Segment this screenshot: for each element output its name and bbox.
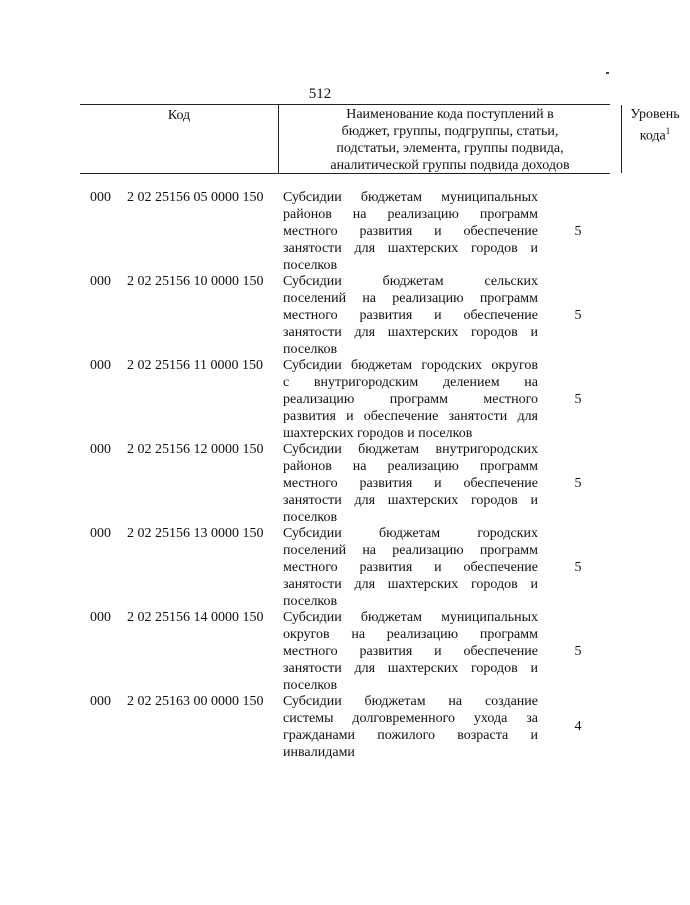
revenue-name-line: поселков: [283, 342, 338, 357]
revenue-name-line: Субсидии бюджетам городских округов: [283, 358, 538, 373]
revenue-name-line: Субсидии бюджетам городских: [283, 526, 538, 541]
revenue-name-line: Субсидии бюджетам муниципальных: [283, 610, 538, 625]
code-level: 5: [574, 476, 582, 491]
footnote-mark: 1: [665, 126, 671, 136]
revenue-name-line: местного развития и обеспечение: [283, 476, 538, 491]
revenue-name-line: занятости для шахтерских городов и: [283, 661, 538, 676]
revenue-name-line: занятости для шахтерских городов и: [283, 577, 538, 592]
revenue-name-line: местного развития и обеспечение: [283, 560, 538, 575]
header-name: [278, 105, 622, 173]
revenue-name-line: Субсидии бюджетам сельских: [283, 274, 538, 289]
revenue-name-line: поселений на реализацию программ: [283, 291, 538, 306]
revenue-name-line: инвалидами: [283, 745, 355, 760]
table-header: [80, 104, 680, 174]
header-name-line: бюджет, группы, подгруппы, статьи,: [341, 124, 559, 139]
revenue-code: 2 02 25156 13 0000 150: [127, 526, 264, 541]
revenue-name-line: системы долговременного ухода за: [283, 711, 538, 726]
header-level-line2: [620, 123, 690, 145]
revenue-name-line: Субсидии бюджетам на создание: [283, 694, 538, 709]
header-level-text: кода: [639, 128, 666, 144]
revenue-name: [283, 273, 538, 358]
admin-code: 000: [90, 694, 111, 709]
revenue-name-line: поселков: [283, 510, 338, 525]
revenue-name-line: с внутригородским делением на: [283, 375, 538, 390]
revenue-code: 2 02 25156 05 0000 150: [127, 190, 264, 205]
revenue-name: [283, 357, 538, 442]
revenue-name-line: районов на реализацию программ: [283, 207, 538, 222]
revenue-name-line: поселков: [283, 258, 338, 273]
revenue-name-line: округов на реализацию программ: [283, 627, 538, 642]
header-name-line: аналитической группы подвида доходов: [330, 158, 570, 173]
admin-code: 000: [90, 610, 111, 625]
revenue-name-line: районов на реализацию программ: [283, 459, 538, 474]
revenue-name-line: занятости для шахтерских городов и: [283, 493, 538, 508]
admin-code: 000: [90, 274, 111, 289]
code-level: 5: [574, 308, 582, 323]
revenue-name-line: шахтерских городов и поселков: [283, 426, 473, 441]
header-name-line: подстатьи, элемента, группы подвида,: [336, 141, 564, 156]
code-level: 5: [574, 224, 582, 239]
code-level: 5: [574, 392, 582, 407]
admin-code: 000: [90, 190, 111, 205]
header-code: Код: [167, 108, 191, 123]
code-level: 5: [574, 560, 582, 575]
header-name-line: Наименование кода поступлений в: [346, 107, 554, 122]
revenue-name-line: реализацию программ местного: [283, 392, 538, 407]
admin-code: 000: [90, 442, 111, 457]
revenue-name-line: гражданами пожилого возраста и: [283, 728, 538, 743]
revenue-name-line: занятости для шахтерских городов и: [283, 325, 538, 340]
revenue-name-line: местного развития и обеспечение: [283, 224, 538, 239]
admin-code: 000: [90, 358, 111, 373]
revenue-name-line: поселений на реализацию программ: [283, 543, 538, 558]
admin-code: 000: [90, 526, 111, 541]
revenue-name-line: местного развития и обеспечение: [283, 644, 538, 659]
revenue-code: 2 02 25156 11 0000 150: [127, 358, 263, 373]
page-number: 512: [308, 86, 332, 102]
revenue-name: [283, 189, 538, 274]
revenue-code: 2 02 25156 12 0000 150: [127, 442, 264, 457]
revenue-code: 2 02 25156 10 0000 150: [127, 274, 264, 289]
revenue-name-line: занятости для шахтерских городов и: [283, 241, 538, 256]
revenue-name: [283, 525, 538, 610]
revenue-name-line: Субсидии бюджетам муниципальных: [283, 190, 538, 205]
scan-speck: [606, 72, 609, 74]
code-level: 5: [574, 644, 582, 659]
code-level: 4: [574, 719, 582, 734]
revenue-name-line: поселков: [283, 594, 338, 609]
revenue-name: [283, 441, 538, 526]
revenue-name-line: Субсидии бюджетам внутригородских: [283, 442, 538, 457]
revenue-name-line: развития и обеспечение занятости для: [283, 409, 538, 424]
revenue-code: 2 02 25163 00 0000 150: [127, 694, 264, 709]
revenue-name-line: поселков: [283, 678, 338, 693]
revenue-name-line: местного развития и обеспечение: [283, 308, 538, 323]
header-level: [620, 105, 690, 173]
revenue-code: 2 02 25156 14 0000 150: [127, 610, 264, 625]
revenue-name: [283, 693, 538, 761]
revenue-name: [283, 609, 538, 694]
header-level-line1: Уровень: [630, 107, 680, 122]
